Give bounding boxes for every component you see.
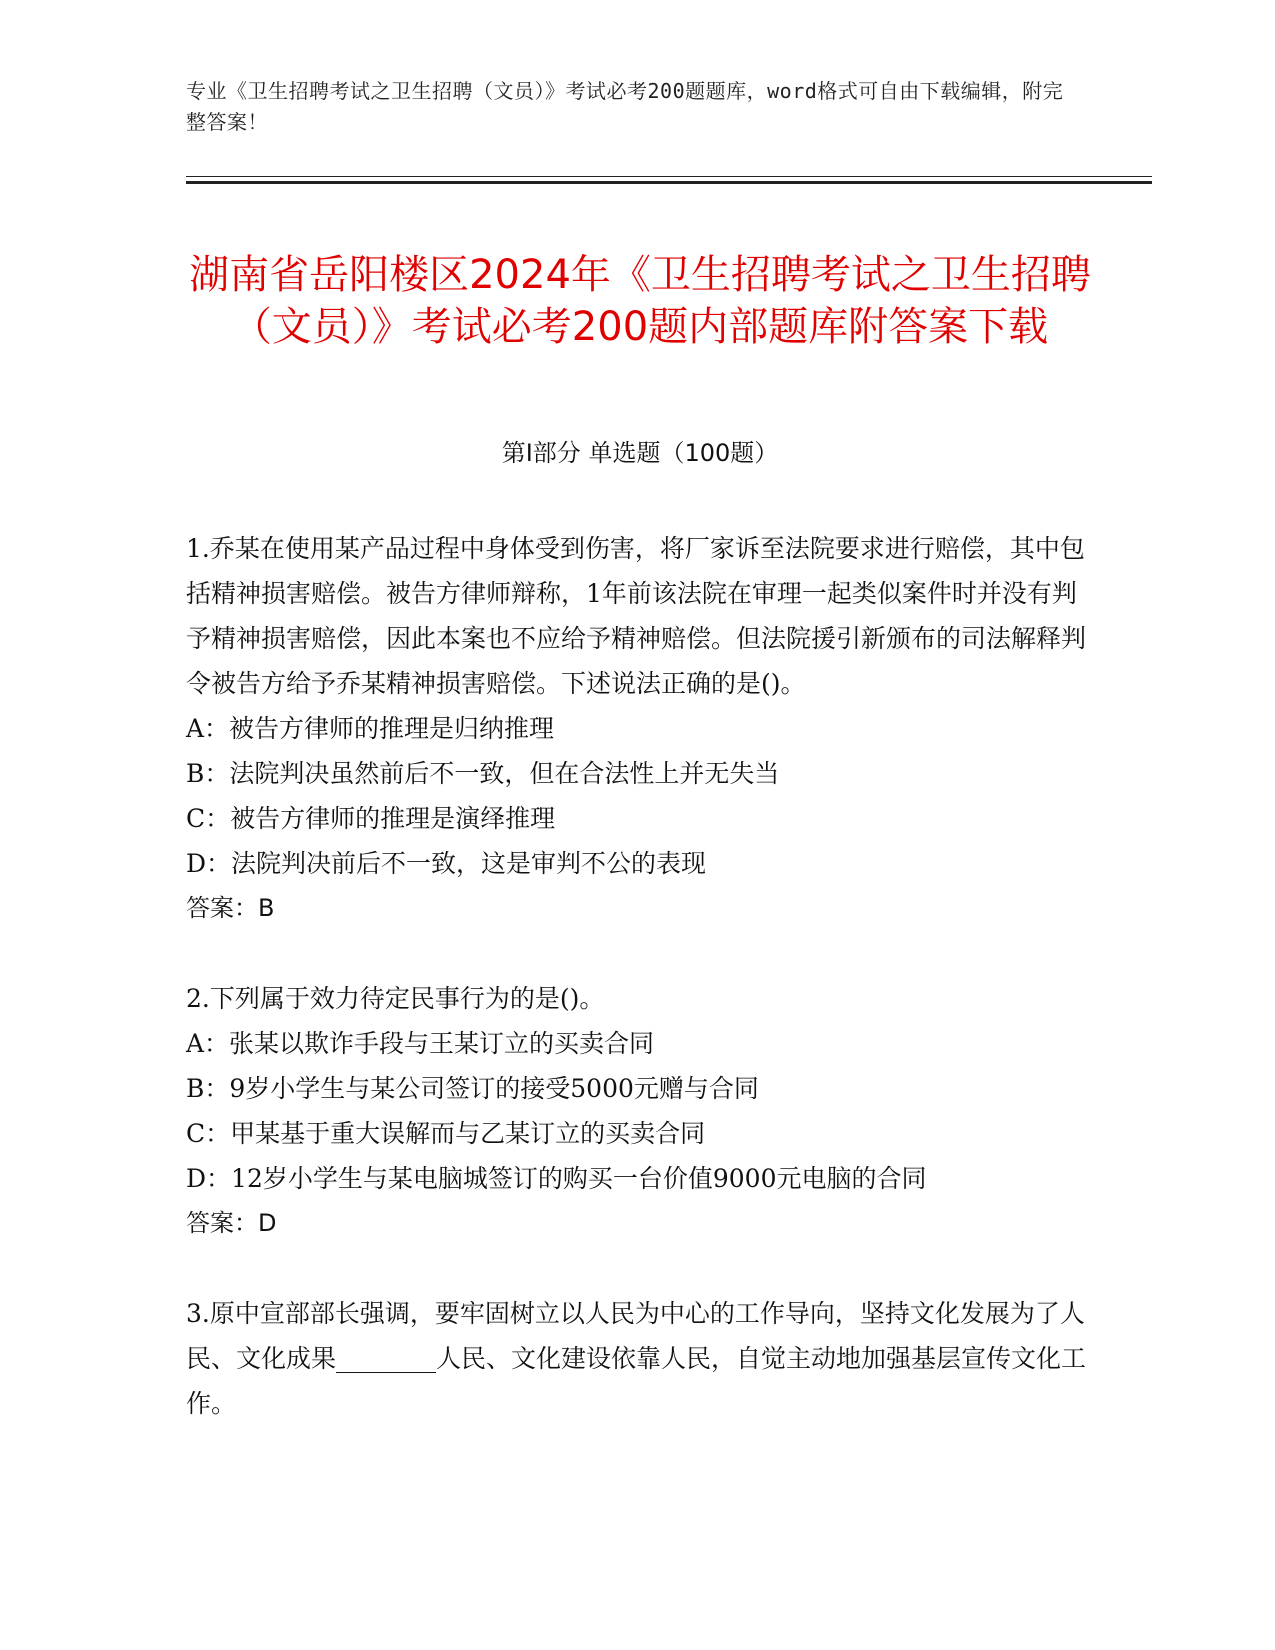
question-stem: 3.原中宣部部长强调，要牢固树立以人民为中心的工作导向，坚持文化发展为了人民、文化成果________人民、文化建设依靠人民，自觉主动地加强基层宣传文化工作。 xyxy=(186,1299,1087,1418)
answer-label: 答案：D xyxy=(186,1209,277,1237)
option-c: C：被告方律师的推理是演绎推理 xyxy=(186,804,556,833)
option-c: C：甲某基于重大误解而与乙某订立的买卖合同 xyxy=(186,1119,706,1148)
header-note: 专业《卫生招聘考试之卫生招聘（文员）》考试必考200题题库，word格式可自由下载编辑，附完整答案！ xyxy=(186,79,1064,134)
question-1 xyxy=(186,526,1086,931)
option-a: A：张某以欺诈手段与王某订立的买卖合同 xyxy=(186,1029,655,1058)
question-list xyxy=(186,526,1086,1471)
option-a: A：被告方律师的推理是归纳推理 xyxy=(186,714,555,743)
option-d: D：12岁小学生与某电脑城签订的购买一台价值9000元电脑的合同 xyxy=(186,1164,927,1193)
section-heading: 第I部分 单选题（100题） xyxy=(501,439,779,467)
header-divider-thin xyxy=(186,176,1152,177)
question-2 xyxy=(186,976,1086,1246)
answer-label: 答案：B xyxy=(186,894,275,922)
option-b: B：9岁小学生与某公司签订的接受5000元赠与合同 xyxy=(186,1074,759,1103)
question-stem: 2.下列属于效力待定民事行为的是()。 xyxy=(186,984,605,1013)
question-stem: 1.乔某在使用某产品过程中身体受到伤害，将厂家诉至法院要求进行赔偿，其中包括精神损害赔偿。被告方律师辩称，1年前该法院在审理一起类似案件时并没有判予精神损害赔偿，因此本案也不应给予精神赔偿。但法院援引新颁布的司法解释判令被告方给予乔某精神损害赔偿。下述说法正确的是()。 xyxy=(186,534,1087,698)
document-title: 湖南省岳阳楼区2024年《卫生招聘考试之卫生招聘（文员）》考试必考200题内部题库附答案下载 xyxy=(189,251,1091,350)
question-3 xyxy=(186,1291,1086,1426)
option-b: B：法院判决虽然前后不一致，但在合法性上并无失当 xyxy=(186,759,780,788)
header-divider-thick xyxy=(186,181,1152,184)
option-d: D：法院判决前后不一致，这是审判不公的表现 xyxy=(186,849,707,878)
